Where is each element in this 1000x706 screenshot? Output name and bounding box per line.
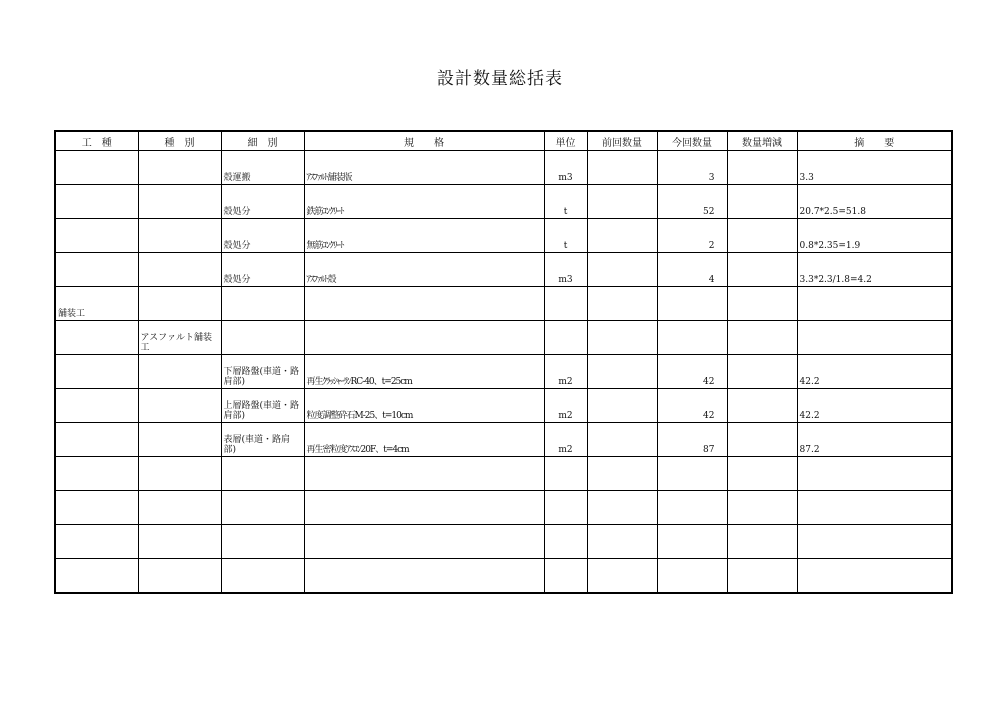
table-row (55, 151, 952, 185)
header-tekiyou: 摘 要 (797, 131, 952, 151)
cell-tani: m3 (544, 253, 587, 287)
cell-zougen (727, 321, 797, 355)
table-row (55, 219, 952, 253)
table-row (55, 423, 952, 457)
cell-tani (544, 559, 587, 594)
cell-shubetsu (138, 457, 221, 491)
cell-tekiyou (797, 525, 952, 559)
table-row (55, 321, 952, 355)
cell-koushu (55, 219, 138, 253)
cell-shubetsu (138, 287, 221, 321)
cell-tekiyou: 3.3 (797, 151, 952, 185)
cell-kikaku: 再生ｸﾗｯｼｬｰﾗﾝRC-40、t=25cm (304, 355, 544, 389)
cell-konkai: 42 (657, 389, 727, 423)
cell-koushu (55, 253, 138, 287)
table-row (55, 287, 952, 321)
cell-kikaku (304, 525, 544, 559)
table-row (55, 525, 952, 559)
cell-zougen (727, 559, 797, 594)
cell-saibetsu: 殻処分 (221, 253, 304, 287)
table-header-row (55, 131, 952, 151)
cell-shubetsu (138, 185, 221, 219)
table-row (55, 389, 952, 423)
cell-tani (544, 287, 587, 321)
cell-tekiyou: 3.3*2.3/1.8=4.2 (797, 253, 952, 287)
cell-kikaku (304, 287, 544, 321)
cell-kikaku (304, 559, 544, 594)
cell-tekiyou: 42.2 (797, 389, 952, 423)
cell-kikaku: ｱｽﾌｧﾙﾄ殻 (304, 253, 544, 287)
cell-tani: m2 (544, 355, 587, 389)
cell-kikaku (304, 321, 544, 355)
cell-shubetsu: アスファルト舗装工 (138, 321, 221, 355)
cell-zenkai (587, 151, 657, 185)
cell-zougen (727, 151, 797, 185)
cell-shubetsu (138, 253, 221, 287)
cell-konkai (657, 559, 727, 594)
cell-konkai: 3 (657, 151, 727, 185)
cell-saibetsu (221, 525, 304, 559)
table-row (55, 457, 952, 491)
cell-zenkai (587, 253, 657, 287)
cell-zougen (727, 525, 797, 559)
cell-kikaku (304, 491, 544, 525)
cell-zougen (727, 457, 797, 491)
table-row (55, 355, 952, 389)
cell-saibetsu: 表層(車道・路肩部) (221, 423, 304, 457)
cell-konkai (657, 491, 727, 525)
header-koushu: 工 種 (55, 131, 138, 151)
cell-shubetsu (138, 525, 221, 559)
table-row (55, 185, 952, 219)
cell-saibetsu: 上層路盤(車道・路肩部) (221, 389, 304, 423)
cell-koushu (55, 185, 138, 219)
cell-kikaku: 粒度調整砕石M-25、t=10cm (304, 389, 544, 423)
cell-saibetsu: 殻処分 (221, 219, 304, 253)
cell-koushu (55, 389, 138, 423)
cell-tani: t (544, 219, 587, 253)
cell-kikaku: 再生密粒度ｱｽｺﾝ20F、t=4cm (304, 423, 544, 457)
cell-konkai: 42 (657, 355, 727, 389)
cell-koushu (55, 321, 138, 355)
cell-koushu (55, 525, 138, 559)
cell-koushu (55, 491, 138, 525)
cell-koushu: 舗装工 (55, 287, 138, 321)
cell-saibetsu (221, 321, 304, 355)
cell-kikaku: ｱｽﾌｧﾙﾄ舗装版 (304, 151, 544, 185)
cell-saibetsu (221, 559, 304, 594)
cell-konkai: 2 (657, 219, 727, 253)
cell-konkai: 4 (657, 253, 727, 287)
cell-koushu (55, 457, 138, 491)
cell-zenkai (587, 219, 657, 253)
table-row (55, 253, 952, 287)
cell-tani (544, 491, 587, 525)
cell-tani: m2 (544, 423, 587, 457)
cell-konkai: 87 (657, 423, 727, 457)
cell-konkai (657, 287, 727, 321)
header-kikaku: 規 格 (304, 131, 544, 151)
header-shubetsu: 種 別 (138, 131, 221, 151)
cell-saibetsu (221, 491, 304, 525)
cell-saibetsu: 下層路盤(車道・路肩部) (221, 355, 304, 389)
table-row (55, 491, 952, 525)
cell-shubetsu (138, 491, 221, 525)
header-zougen: 数量増減 (727, 131, 797, 151)
cell-tekiyou (797, 321, 952, 355)
cell-zenkai (587, 321, 657, 355)
cell-shubetsu (138, 151, 221, 185)
cell-kikaku: 無筋ｺﾝｸﾘｰﾄ (304, 219, 544, 253)
cell-koushu (55, 151, 138, 185)
cell-zenkai (587, 185, 657, 219)
header-saibetsu: 細 別 (221, 131, 304, 151)
cell-kikaku (304, 457, 544, 491)
cell-tekiyou: 87.2 (797, 423, 952, 457)
table-row (55, 559, 952, 594)
cell-tani (544, 457, 587, 491)
cell-tekiyou (797, 559, 952, 594)
cell-tekiyou (797, 287, 952, 321)
cell-shubetsu (138, 219, 221, 253)
cell-zougen (727, 491, 797, 525)
cell-saibetsu: 殻運搬 (221, 151, 304, 185)
header-tani: 単位 (544, 131, 587, 151)
cell-zougen (727, 253, 797, 287)
cell-zenkai (587, 423, 657, 457)
cell-tani: m3 (544, 151, 587, 185)
cell-shubetsu (138, 389, 221, 423)
cell-zougen (727, 355, 797, 389)
cell-konkai (657, 457, 727, 491)
cell-tekiyou: 0.8*2.35=1.9 (797, 219, 952, 253)
cell-zenkai (587, 389, 657, 423)
cell-zougen (727, 389, 797, 423)
cell-tekiyou (797, 457, 952, 491)
cell-zenkai (587, 457, 657, 491)
cell-saibetsu: 殻処分 (221, 185, 304, 219)
cell-konkai (657, 525, 727, 559)
header-zenkai: 前回数量 (587, 131, 657, 151)
cell-zougen (727, 185, 797, 219)
cell-zenkai (587, 355, 657, 389)
cell-koushu (55, 559, 138, 594)
cell-tani: t (544, 185, 587, 219)
cell-saibetsu (221, 287, 304, 321)
cell-zenkai (587, 491, 657, 525)
cell-tani (544, 525, 587, 559)
cell-tekiyou (797, 491, 952, 525)
cell-shubetsu (138, 355, 221, 389)
cell-koushu (55, 355, 138, 389)
cell-zenkai (587, 525, 657, 559)
cell-zenkai (587, 559, 657, 594)
cell-konkai: 52 (657, 185, 727, 219)
cell-saibetsu (221, 457, 304, 491)
cell-zougen (727, 423, 797, 457)
cell-koushu (55, 423, 138, 457)
page-title: 設計数量総括表 (437, 69, 563, 89)
header-konkai: 今回数量 (657, 131, 727, 151)
cell-tani (544, 321, 587, 355)
quantity-summary-table (54, 130, 953, 594)
cell-zougen (727, 219, 797, 253)
cell-tekiyou: 42.2 (797, 355, 952, 389)
cell-shubetsu (138, 559, 221, 594)
cell-konkai (657, 321, 727, 355)
cell-zenkai (587, 287, 657, 321)
cell-tekiyou: 20.7*2.5=51.8 (797, 185, 952, 219)
cell-zougen (727, 287, 797, 321)
cell-kikaku: 鉄筋ｺﾝｸﾘｰﾄ (304, 185, 544, 219)
cell-tani: m2 (544, 389, 587, 423)
cell-shubetsu (138, 423, 221, 457)
